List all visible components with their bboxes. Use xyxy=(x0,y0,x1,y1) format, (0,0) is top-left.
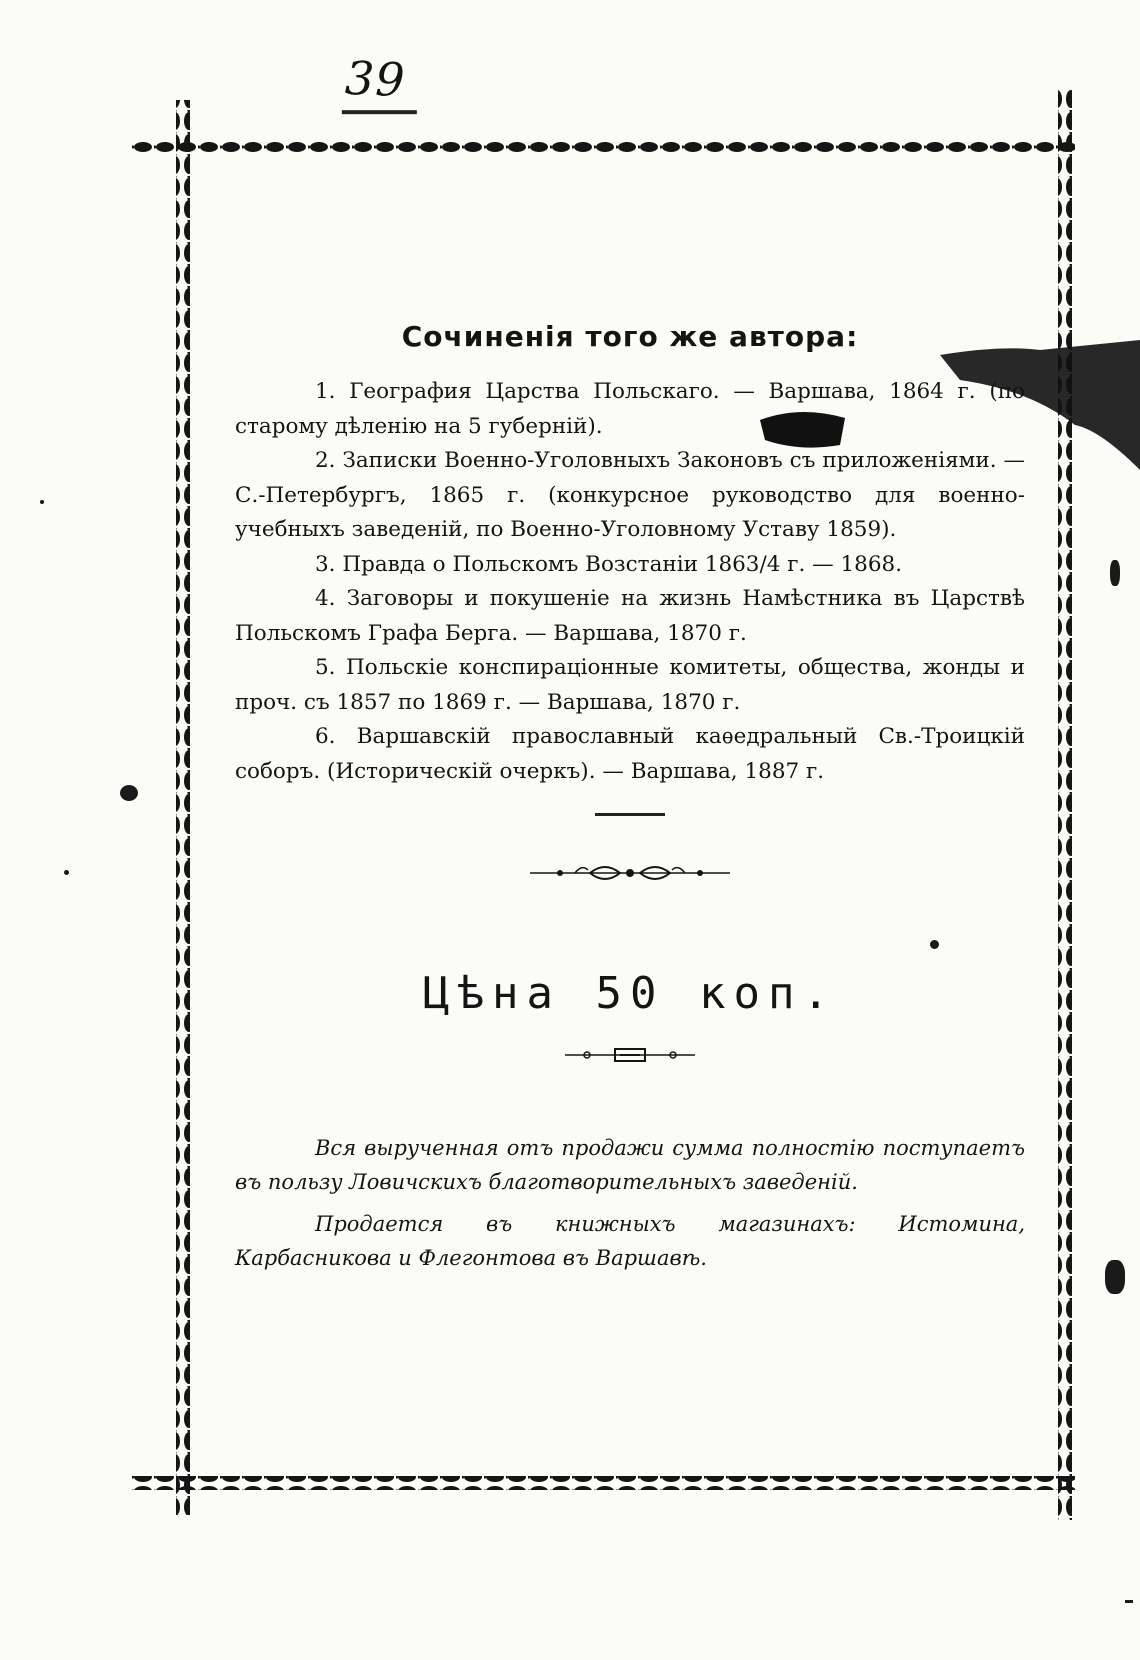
vine-ornament-icon xyxy=(530,858,730,888)
list-item: 4. Заговоры и покушеніе на жизнь Намѣстника въ Царствѣ Польскомъ Графа Берга. — Варшава, 1870 г. xyxy=(235,586,1025,646)
works-list xyxy=(235,375,1025,789)
frame-bottom-chain xyxy=(130,1476,1075,1490)
list-item: 6. Варшавскій православный каѳедральный Св.-Троицкій соборъ. (Историческій очеркъ). — Варшава, 1887 г. xyxy=(235,724,1025,784)
small-ornament xyxy=(235,1045,1025,1069)
print-speck xyxy=(1125,1600,1133,1603)
frame-top-chain xyxy=(130,142,1075,156)
frame-right-chain xyxy=(1058,90,1072,1520)
page-content xyxy=(235,320,1025,1283)
handwritten-shelf-mark: 39 xyxy=(344,50,407,108)
price-label: Цѣна 50 коп. xyxy=(423,968,837,1019)
proceeds-note: Вся вырученная отъ продажи сумма полностію поступаетъ въ пользу Ловичскихъ благотворительныхъ заведеній. xyxy=(235,1136,1025,1194)
list-item: 1. География Царства Польскаго. — Варшава, 1864 г. (по старому дѣленію на 5 губерній). xyxy=(235,379,1025,439)
print-speck xyxy=(930,940,939,949)
print-speck xyxy=(64,870,69,875)
sale-notes xyxy=(235,1131,1025,1275)
small-ornament-icon xyxy=(565,1045,695,1065)
works-heading: Сочиненія того же автора: xyxy=(401,320,859,353)
frame-left-chain xyxy=(176,100,190,1515)
print-speck xyxy=(40,500,44,504)
print-speck xyxy=(1110,560,1120,586)
short-divider xyxy=(595,813,665,816)
list-item: 2. Записки Военно-Уголовныхъ Законовъ съ приложеніями. — С.-Петербургъ, 1865 г. (конкурсное руководство для военно-учебныхъ заведеній, по Военно-Уголовному Уставу 1859). xyxy=(235,448,1025,542)
decorative-ornament xyxy=(235,858,1025,892)
print-speck xyxy=(120,785,138,801)
print-speck xyxy=(1105,1260,1125,1294)
list-item: 3. Правда о Польскомъ Возстаніи 1863/4 г. — 1868. xyxy=(315,551,903,577)
bookshops-note: Продается въ книжныхъ магазинахъ: Истомина, Карбасникова и Флегонтова въ Варшавѣ. xyxy=(235,1212,1025,1270)
list-item: 5. Польскіе конспираціонные комитеты, общества, жонды и проч. съ 1857 по 1869 г. — Варшава, 1870 г. xyxy=(235,655,1025,715)
